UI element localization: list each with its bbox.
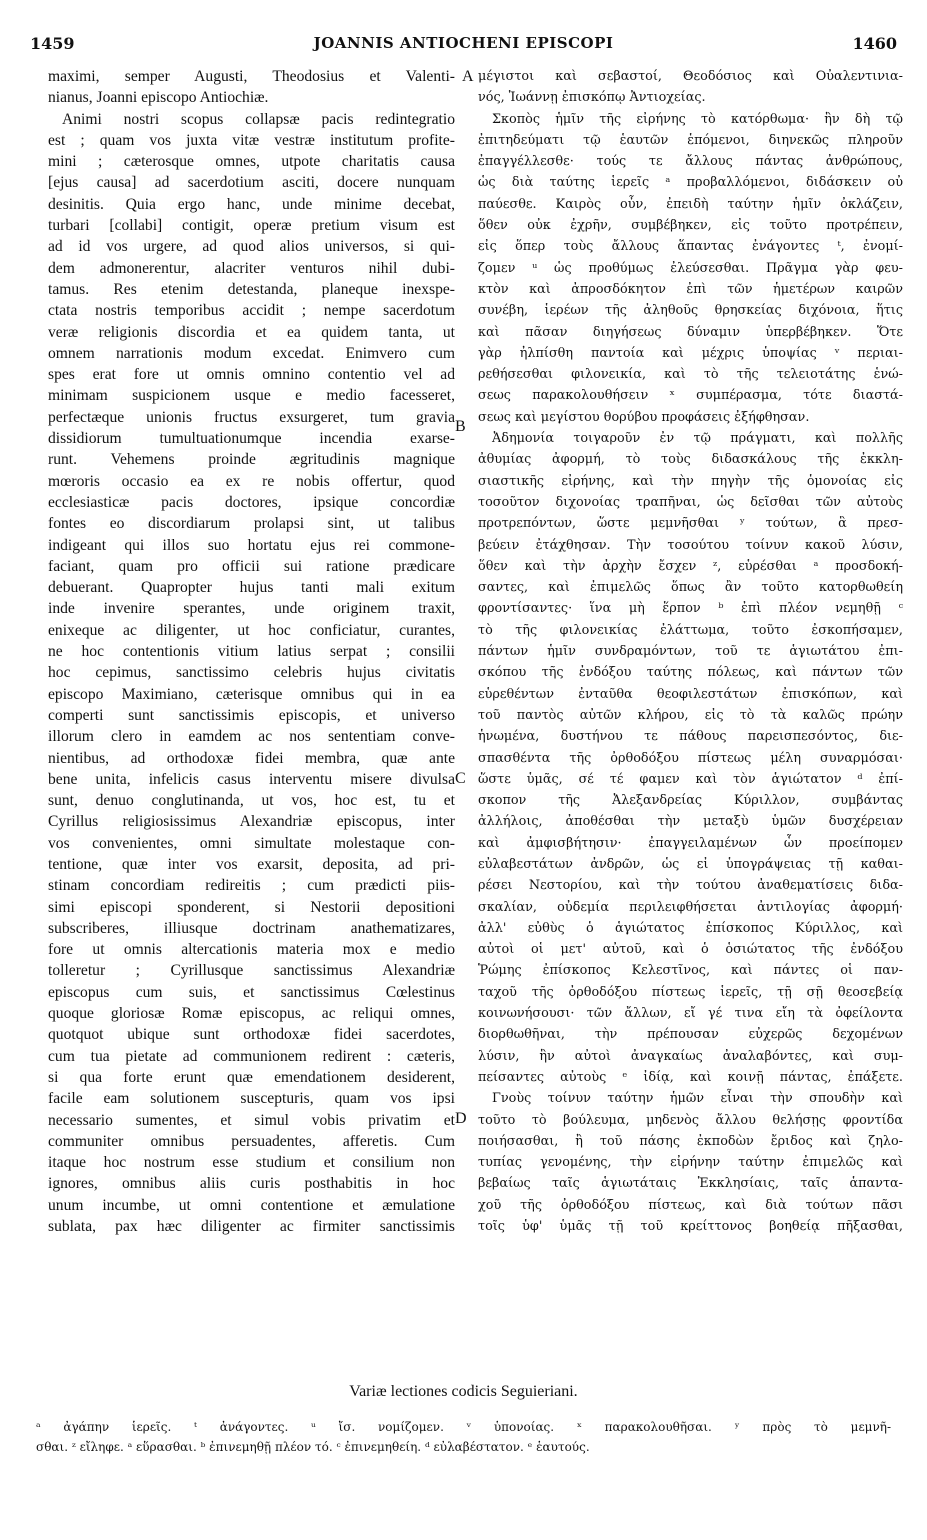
text-line: ἀλλ' εὐθὺς ὁ ἁγιώτατος ἐπίσκοπος Κύριλλος, καὶ	[478, 920, 903, 936]
text-line: sunt, denuo conglutinanda, ut vos, hoc est, tu et	[48, 792, 455, 810]
margin-marker-d: D	[455, 1110, 467, 1127]
text-line: σπασθέντα τῆς ὀρθοδόξου πίστεως μέλη συναρμόσαι·	[478, 750, 903, 766]
text-line: σεως παρακολουθήσειν ˣ συμπέρασμα, τότε διαστά-	[478, 388, 903, 404]
text-line: fontes eo discordiarum prolapsi sint, ut talibus	[48, 515, 455, 533]
margin-marker-b: B	[455, 418, 466, 435]
page-number-right: 1460	[852, 34, 897, 53]
text-line: καὶ ἀμφισβήτησιν· ἐπαγγειλαμένων ὧν προείπομεν	[478, 835, 903, 851]
text-line: spes erat fore ut omnis omnino contentio vel ad	[48, 366, 455, 384]
page-number-left: 1459	[30, 34, 75, 53]
text-line: μέγιστοι καὶ σεβαστοί, Θεοδόσιος καὶ Οὐαλεντινια-	[478, 69, 903, 84]
text-line: Cyrillus religiosissimus Alexandriæ episcopus, inter	[48, 813, 455, 831]
text-line: σκόπου τῆς ἐνδόξου ταύτης πόλεως, καὶ πάντων τῶν	[478, 665, 903, 681]
text-line: αὐτοὶ οἱ μετ' αὐτοῦ, καὶ ὁ ὁσιώτατος τῆς ἐνδόξου	[478, 942, 903, 958]
text-line: tolleretur ; Cyrillusque sanctissimus Alexandriæ	[48, 962, 455, 980]
text-line: βεβαίως ταῖς ἁγιωτάταις Ἐκκλησίαις, ταῖς ἁπαντα-	[478, 1176, 903, 1192]
text-line: ὅθεν καὶ τὴν ἀρχὴν ἔσχεν ᶻ, εὑρέσθαι ᵃ προσδοκή-	[478, 558, 903, 574]
text-line: est ; quam vos juxta vitæ vestræ institutum profite-	[48, 131, 455, 149]
text-line: γὰρ ἠλπίσθη παντοία καὶ μέχρις ὑποψίας ᵛ περιαι-	[478, 345, 903, 361]
text-line: κτὸν καὶ ἀπροσδόκητον ἐπὶ τῶν ἡμετέρων καιρῶν	[478, 281, 903, 297]
text-line: ἐπαγγέλλεσθε· τούς τε ἄλλους πάντας ἀνθρώπους,	[478, 154, 903, 170]
text-line: τοῖς ὑφ' ὑμᾶς τῇ τοῦ κρείττονος βοηθείᾳ πῆξασθαι,	[478, 1219, 903, 1235]
text-line: ταχοῦ τῆς ὀρθοδόξου πίστεως ἱερεῖς, τῇ σῇ θεοσεβείᾳ	[478, 984, 903, 1000]
text-line: Σκοπὸς ἡμῖν τῆς εἰρήνης τὸ κατόρθωμα· ἣν δὴ τῷ	[492, 111, 903, 127]
text-line: εἰς ὅπερ τοὺς ἄλλους ἅπαντας ἐνάγοντες ᵗ, ἐνομί-	[478, 239, 903, 255]
text-line: ζομεν ᵘ ὡς προθύμως ἐλεύσεσθαι. Πρᾶγμα γὰρ φευ-	[478, 260, 903, 276]
text-line: omnem narrationis modum excedat. Enimvero cum	[48, 344, 455, 362]
text-line: ne hoc contentionis vitium latius serpat ; consilii	[48, 643, 455, 661]
text-line: bene unita, infelicis casus interventu misere divulsa	[48, 770, 455, 788]
text-line: σθαι. ᶻ εἴληφε. ᵃ εὕρασθαι. ᵇ ἐπινεμηθῇ πλέον τό. ᶜ ἐπινεμηθείη. ᵈ εὐλαβέστατον. ᵉ ἑαυτούς.	[36, 1440, 590, 1454]
text-line: τὸ τῆς φιλονεικίας ἐλάττωμα, τοῦτο ἐσκοπήσαμεν,	[478, 622, 903, 638]
text-line: communiter omnibus persuadentes, afferetis. Cum	[48, 1132, 455, 1150]
text-line: σεως καὶ μεγίστου θορύβου προφάσεις ἐξήφθησαν.	[478, 409, 810, 425]
text-line: [ejus causa] ad sacerdotium asciti, docere nunquam	[48, 174, 455, 192]
text-line: nianus, Joanni episcopo Antiochiæ.	[48, 89, 269, 107]
text-line: turbari [collabi] contigit, operæ pretium visum est	[48, 217, 455, 235]
text-line: Ῥώμης ἐπίσκοπος Κελεστῖνος, καὶ πάντες οἱ παν-	[478, 963, 903, 979]
latin-column	[48, 66, 455, 1237]
text-line: τυπίας γενομένης, τὴν εἰρήνην ταύτην ἐπιμελῶς καὶ	[478, 1155, 903, 1171]
text-line: cum tua pietate ad communionem redirent : cæteris,	[48, 1047, 455, 1065]
variant-readings	[36, 1417, 891, 1457]
text-line: unum incumbe, ut omni contentione et æmulatione	[48, 1196, 455, 1214]
margin-marker-a: A	[462, 68, 474, 85]
text-line: τοσοῦτον διχονοίας τραπῆναι, ὡς δεῖσθαι τῶν αὐτοὺς	[478, 494, 903, 510]
text-line: εὑρεθέντων ἐνταῦθα θεοφιλεστάτων ἐπισκόπων, καὶ	[478, 686, 903, 702]
text-line: episcopo Maximiano, cæterisque omnibus qui in ea	[48, 685, 455, 703]
text-line: perfectæque unionis fructus exsurgeret, tum gravia	[48, 408, 455, 426]
text-line: runt. Vehemens proinde ægritudinis magnique	[48, 451, 455, 469]
page-header	[30, 34, 897, 56]
text-line: dissidiorum tumultuationumque incendia exarse-	[48, 430, 455, 448]
text-line: ὅθεν οὐκ ἐχρῆν, συμβέβηκεν, εἰς τοῦτο προτρέπειν,	[478, 218, 903, 234]
text-line: εὐλαβεστάτων ἀνδρῶν, ὡς εἰ ὑπογράψειας τῇ καθαι-	[478, 856, 903, 872]
text-line: νός, Ἰωάννῃ ἐπισκόπῳ Ἀντιοχείας.	[478, 90, 706, 106]
text-line: simi episcopi sponderent, si Nestorii depositioni	[48, 898, 455, 916]
text-line: ignores, omnibus aliis curis posthabitis in hoc	[48, 1175, 455, 1193]
text-line: διορθωθῆναι, τὴν πρέπουσαν εὐχερῶς δεχομένων	[478, 1027, 903, 1043]
text-line: vos convenientes, omni simultate molestaque con-	[48, 834, 455, 852]
text-line: dem admonerentur, alacriter venturos nihil dubi-	[48, 259, 455, 277]
text-line: ᵃ ἀγάπην ἱερεῖς. ᵗ ἀνάγοντες. ᵘ ἴσ. νομίζομεν. ᵛ ὑπονοίας. ˣ παρακολουθῆσαι. ʸ πρὸς τὸ μεμνῆ-	[36, 1420, 891, 1434]
text-line: Animi nostri scopus collapsæ pacis redintegratio	[62, 110, 455, 128]
text-line: σαντες, καὶ ἐπιμελῶς ὅπως ἂν τοῦτο κατορθωθείη	[478, 580, 903, 596]
text-line: ὡς διὰ ταύτης ἱερεῖς ᵃ προβαλλόμενοι, διδάσκειν οὐ	[478, 175, 903, 191]
text-line: itaque hoc nostrum esse studium et consilium non	[48, 1154, 455, 1172]
text-line: ἀλλήλοις, ἀποθέσθαι τὴν μεταξὺ ὑμῶν δυσχέρειαν	[478, 814, 903, 830]
text-line: σκοπον τῆς Ἀλεξανδρείας Κύριλλον, συμβάντας	[478, 793, 903, 809]
text-line: tamus. Res etenim detestanda, planeque inexspe-	[48, 280, 455, 298]
text-line: si qua forte erunt quæ emendationem desiderent,	[48, 1068, 455, 1086]
text-line: πάντων ἡμῖν συνδραμόντων, τοῦ τε ἁγιωτάτου ἐπι-	[478, 644, 903, 660]
text-line: Γνοὺς τοίνυν ταύτην ἡμῶν εἶναι τὴν σπουδὴν καὶ	[492, 1091, 903, 1107]
text-line: ctata nostris temporibus accidit ; nempe sacerdotum	[48, 302, 455, 320]
text-line: minimam suspicionem usque e medio facesseret,	[48, 387, 455, 405]
text-line: ἡνωμένα, δυστήνου τε πάθους παρεισπεσόντος, διε-	[478, 729, 903, 745]
text-line: Ἀδημονία τοιγαροῦν ἐν τῷ πράγματι, καὶ πολλῆς	[492, 431, 903, 447]
text-line: subscriberes, illiusque doctrinam anathematizares,	[48, 919, 455, 937]
text-line: indigeant qui illos suo hortatu ejus rei commone-	[48, 536, 455, 554]
text-line: faciant, quam pro officii sui ratione prædicare	[48, 557, 455, 575]
text-line: ρεθήσεσθαι φιλονεικία, καὶ τὸ τῆς τελειοτάτης ἑνώ-	[478, 367, 903, 383]
text-line: παύεσθε. Καιρὸς οὖν, ἐπειδὴ ταύτην ἡμῖν ὀκλάζειν,	[478, 196, 903, 212]
running-title: JOANNIS ANTIOCHENI EPISCOPI	[313, 34, 614, 52]
text-line: desinitis. Quia ergo hanc, unde minime decebat,	[48, 195, 455, 213]
greek-column	[478, 66, 903, 1237]
text-line: ἀθυμίας ἀφορμή, τὸ τοὺς διδασκάλους τῆς ἐκκλη-	[478, 452, 903, 468]
text-line: nientibus, ad orthodoxæ fidei membra, quæ ante	[48, 749, 455, 767]
text-line: κοινωνήσουσι· τῶν ἄλλων, εἴ γέ τινα εἴη τὰ ὀφείλοντα	[478, 1006, 903, 1022]
text-line: βεύειν ἐτάχθησαν. Τὴν τοσούτου τοίνυν κακοῦ λύσιν,	[478, 537, 903, 553]
variant-readings-title: Variæ lectiones codicis Seguieriani.	[349, 1383, 578, 1400]
text-line: enixeque ac diligenter, ut hoc conficiatur, curantes,	[48, 621, 455, 639]
text-line: ὥστε ὑμᾶς, σέ τέ φαμεν καὶ τὸν ἁγιώτατον ᵈ ἐπί-	[478, 771, 903, 787]
text-line: σκαλίαν, οὐδεμία περιλειφθήσεται ἀντιλογίας ἀφορμή·	[478, 899, 903, 915]
text-line: ἐπιτηδεύματι τῷ ἑαυτῶν ἑπόμενοι, διηνεκῶς πληροῦν	[478, 132, 903, 148]
text-line: necessario sumentes, et simul vobis privatim et	[48, 1111, 455, 1129]
text-line: debuerant. Quapropter hujus tanti mali exitum	[48, 579, 455, 597]
text-line: tentione, quæ inter vos exarsit, deposita, ad pri-	[48, 855, 455, 873]
text-line: ρέσει Νεστορίου, καὶ τὴν τούτου ἀναθεματίσεις διδα-	[478, 878, 903, 894]
text-line: illorum clero in eamdem ac nos sententiam conve-	[48, 728, 455, 746]
text-line: προτρεπόντων, ὥστε μεμνῆσθαι ʸ τούτων, ἃ πρεσ-	[478, 516, 903, 532]
text-line: καὶ πᾶσαν διηγήσεως δύναμιν ὑπερβέβηκεν. Ὅτε	[478, 324, 903, 340]
text-line: inde invenire sperantes, unde originem traxit,	[48, 600, 455, 618]
text-line: mini ; cæterosque omnes, utpote charitatis causa	[48, 153, 455, 171]
text-line: fore ut omnis altercationis materia mox e medio	[48, 941, 455, 959]
text-line: quoque gloriosæ Romæ episcopus, ac reliqui omnes,	[48, 1005, 455, 1023]
text-line: λύσιν, ἣν αὐτοὶ ἀναγκαίως ἀναλαβόντες, καὶ συμ-	[478, 1048, 903, 1064]
text-line: facile eam solutionem suscepturis, quam vos ipsi	[48, 1090, 455, 1108]
text-line: συνέβη, ἱερέων τῆς ἀληθοῦς θρησκείας διχόνοια, ἥτις	[478, 303, 903, 319]
text-line: stinam concordiam redireitis ; cum prædicti piis-	[48, 877, 455, 895]
text-line: τοῦτο τὸ βούλευμα, μηδενὸς ἄλλου θελήσῃς φροντίδα	[478, 1112, 903, 1128]
text-line: veræ religionis discordia et ea quidem tanta, ut	[48, 323, 455, 341]
text-line: comperti sunt sanctissimis episcopis, et universo	[48, 706, 455, 724]
text-line: sublata, pax hæc diligenter ac firmiter sanctissimis	[48, 1218, 455, 1236]
text-line: ecclesiasticæ pacis doctores, ipsique concordiæ	[48, 493, 455, 511]
text-line: πείσαντες αὐτοὺς ᵉ ἰδίᾳ, καὶ κοινῇ πάντας, ἐπάξετε.	[478, 1069, 903, 1085]
text-line: mœroris occasio ea ex re nobis offertur, quod	[48, 472, 455, 490]
text-line: episcopus cum suis, et sanctissimus Cœlestinus	[48, 983, 455, 1001]
text-line: φροντίσαντες· ἵνα μὴ ἕρπον ᵇ ἐπὶ πλέον νεμηθῇ ᶜ	[478, 601, 903, 617]
text-line: ποιήσασθαι, ἢ τοῦ πάσης ἐκποδὼν ἔριδος καὶ ζηλο-	[478, 1133, 903, 1149]
margin-marker-c: C	[455, 770, 466, 787]
text-line: maximi, semper Augusti, Theodosius et Valenti-	[48, 68, 455, 85]
text-line: χοῦ τῆς ὀρθοδόξου πίστεως, καὶ διὰ τούτων πᾶσι	[478, 1197, 903, 1213]
text-line: hoc cepimus, sanctissimo celebris hujus civitatis	[48, 664, 455, 682]
text-line: ad id vos urgere, ad quod alios universos, si qui-	[48, 238, 455, 256]
text-line: τοῦ παντὸς αὐτῶν κλήρου, εἰς τὸ τὰ καλῶς πρώην	[478, 707, 903, 723]
text-line: σιαστικῆς εἰρήνης, καὶ τὴν πηγὴν τῆς ὁμονοίας εἰς	[478, 473, 903, 489]
text-line: quotquot ubique sunt orthodoxæ fidei sacerdotes,	[48, 1026, 455, 1044]
